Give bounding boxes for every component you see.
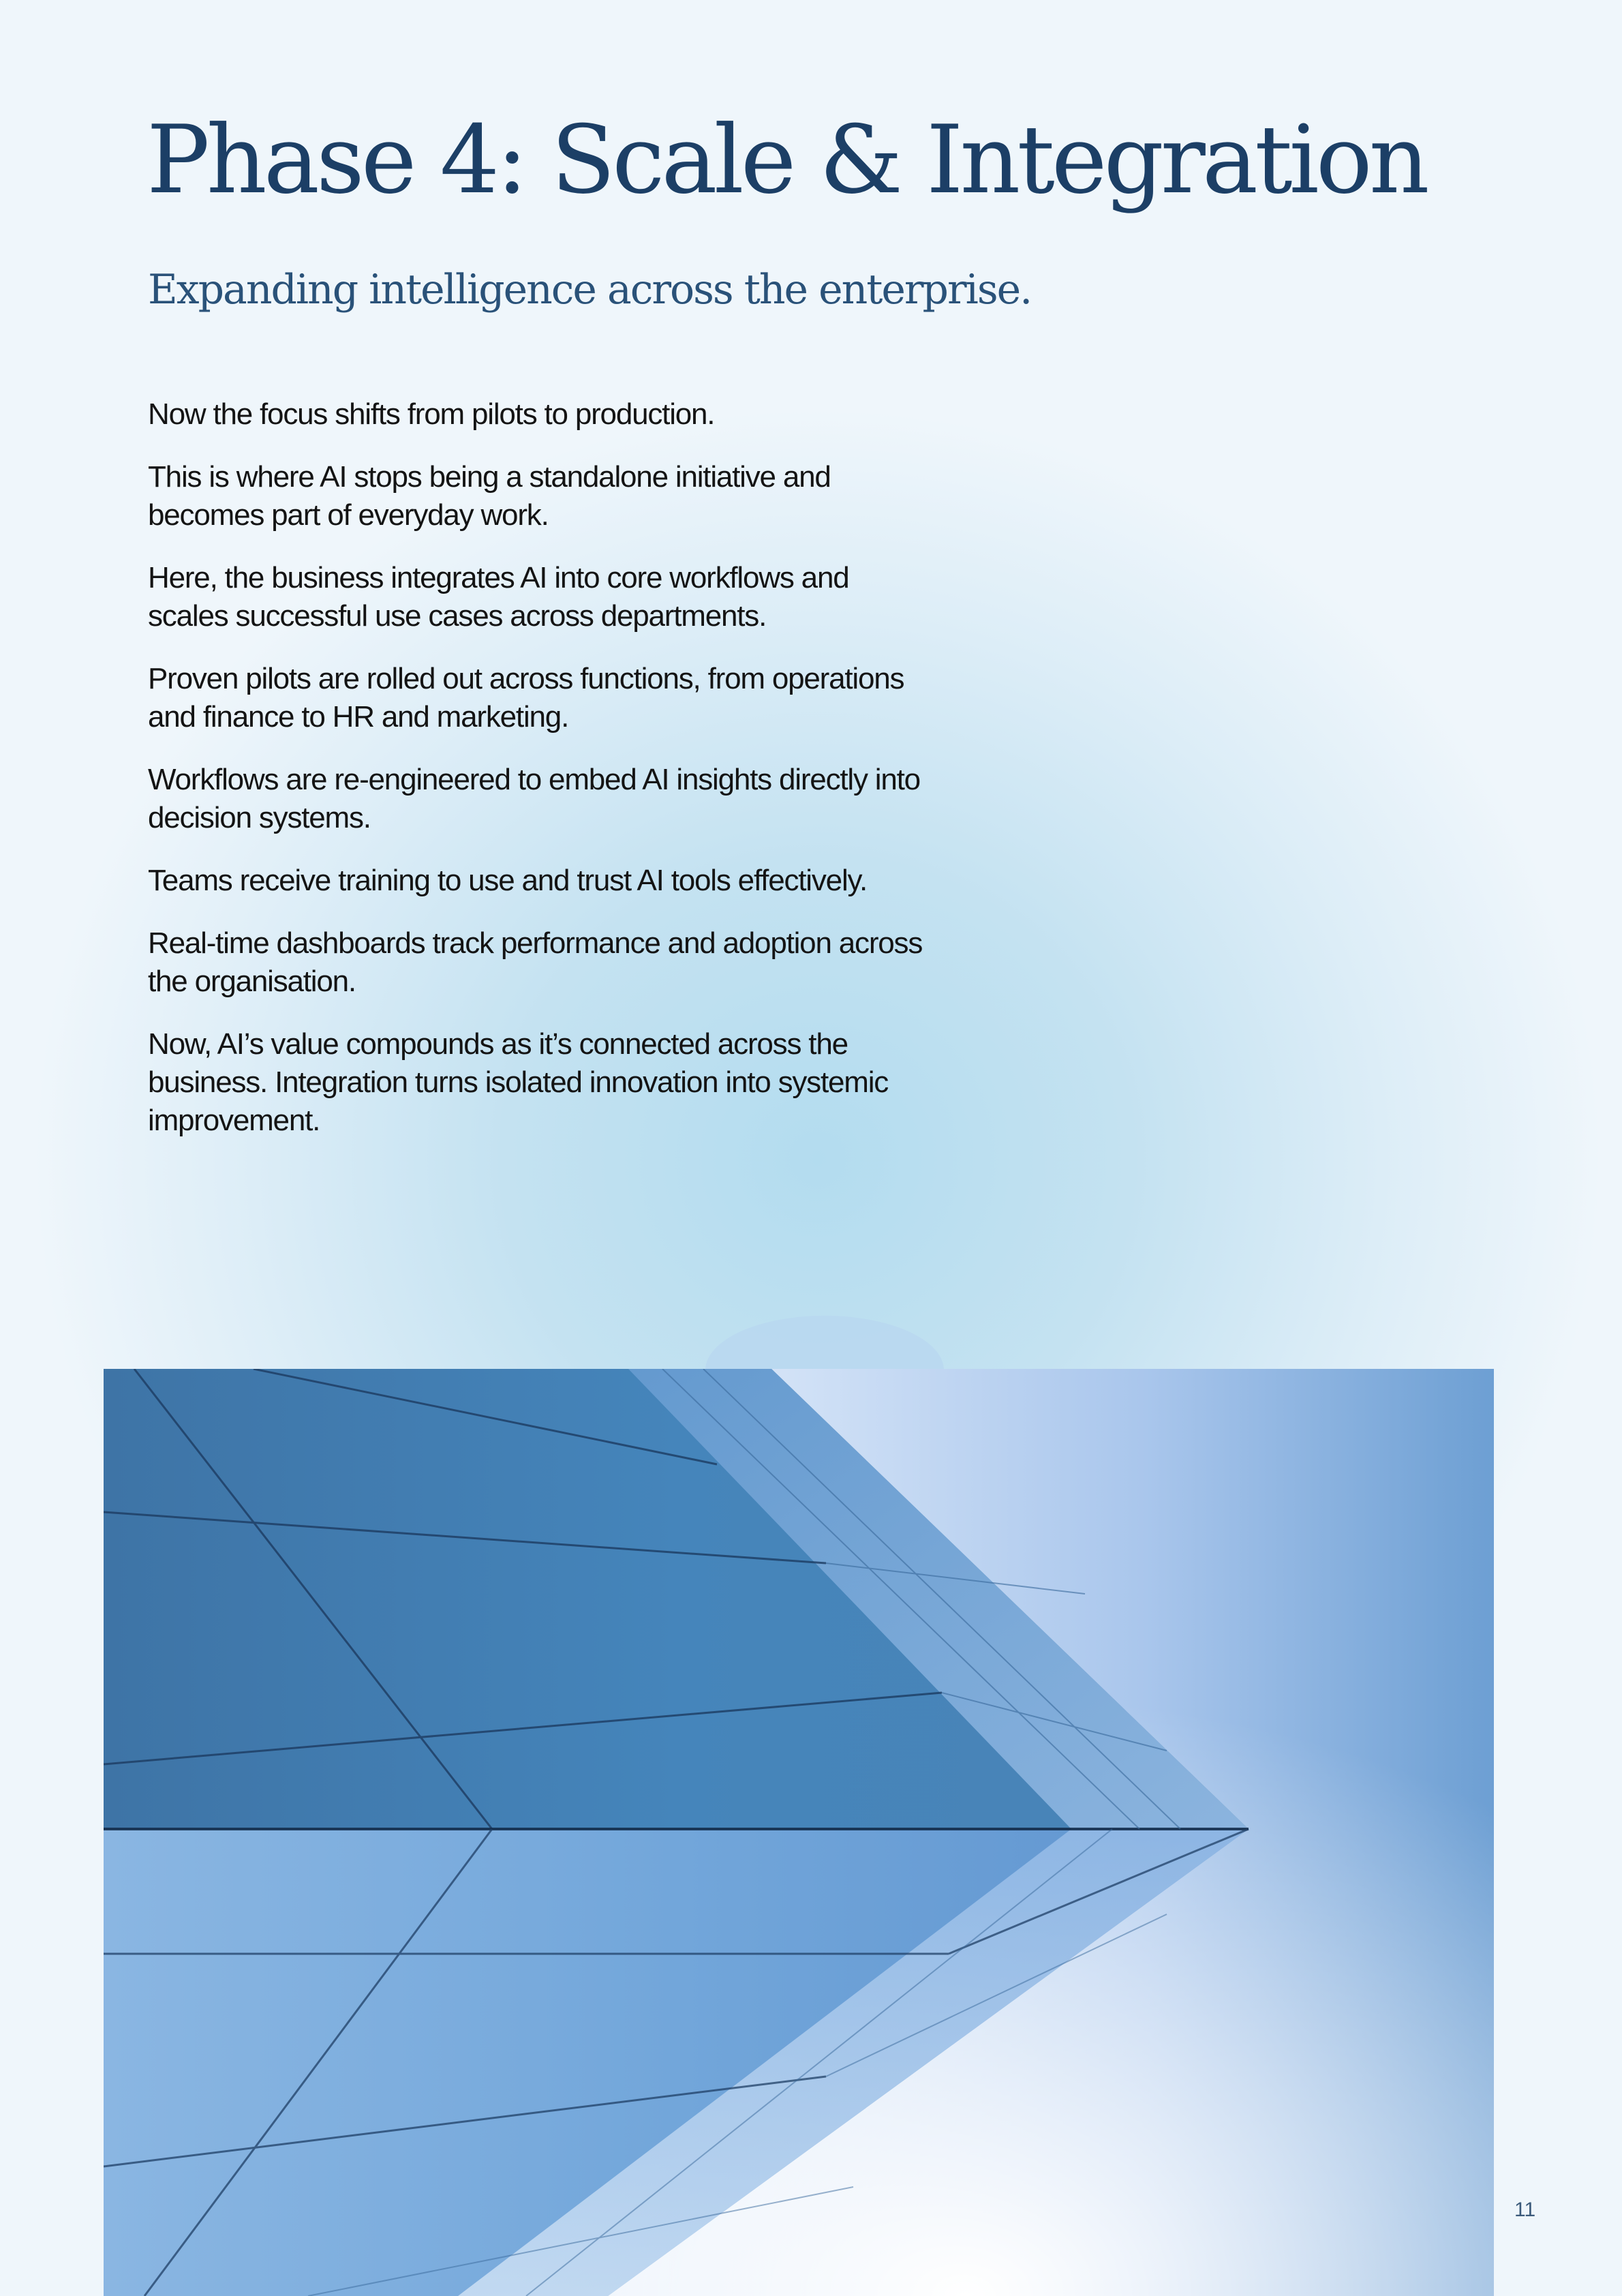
body-text [148,395,925,1164]
page-title: Phase 4: Scale & Integration [147,105,1426,215]
paragraph: Now the focus shifts from pilots to production. [148,397,715,431]
paragraph: Workflows are re-engineered to embed AI insights directly into decision systems. [148,763,920,834]
building-facade-photo [104,1369,1494,2296]
paragraph: This is where AI stops being a standalone initiative and becomes part of everyday work. [148,460,831,532]
paragraph: Now, AI’s value compounds as it’s connected across the business. Integration turns isolated innovation into systemic improvement. [148,1027,889,1137]
paragraph: Here, the business integrates AI into core workflows and scales successful use cases across departments. [148,561,849,633]
paragraph: Proven pilots are rolled out across functions, from operations and finance to HR and marketing. [148,662,904,734]
page-number: 11 [1514,2199,1536,2221]
paragraph: Teams receive training to use and trust AI tools effectively. [148,864,868,897]
paragraph: Real-time dashboards track performance and adoption across the organisation. [148,926,923,998]
page-subtitle: Expanding intelligence across the enterprise. [148,266,1032,314]
